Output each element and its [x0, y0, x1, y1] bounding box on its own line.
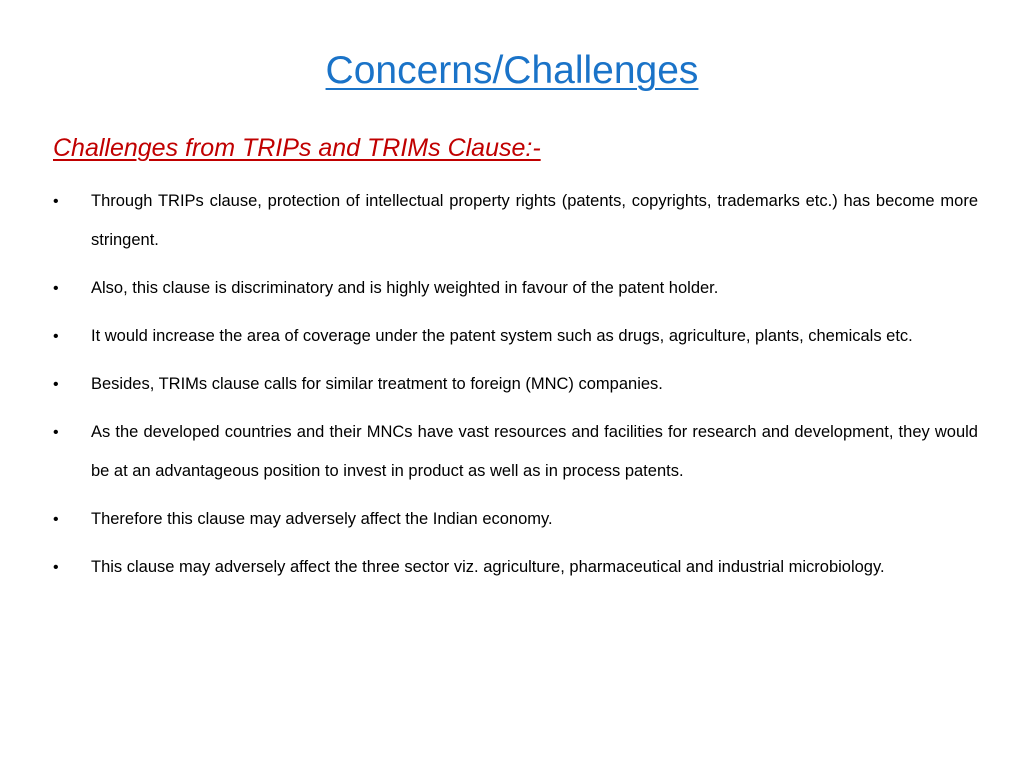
bullet-icon: • — [53, 280, 59, 297]
bullet-item — [53, 269, 978, 308]
bullet-item — [53, 182, 978, 260]
bullet-text: It would increase the area of coverage under the patent system such as drugs, agriculture, plants, chemicals etc. — [91, 327, 913, 345]
bullet-item — [53, 413, 978, 491]
bullet-text: Besides, TRIMs clause calls for similar treatment to foreign (MNC) companies. — [91, 375, 663, 393]
bullet-icon: • — [53, 193, 59, 210]
bullet-item — [53, 500, 978, 539]
bullet-text: Therefore this clause may adversely affect the Indian economy. — [91, 510, 553, 528]
bullet-icon: • — [53, 511, 59, 528]
bullet-icon: • — [53, 559, 59, 576]
bullet-icon: • — [53, 328, 59, 345]
bullet-item — [53, 317, 978, 356]
section-heading: Challenges from TRIPs and TRIMs Clause:- — [53, 134, 541, 162]
slide-title: Concerns/Challenges — [325, 49, 699, 92]
bullet-icon: • — [53, 424, 59, 441]
bullet-list — [53, 182, 978, 596]
bullet-item — [53, 365, 978, 404]
bullet-text: This clause may adversely affect the three sector viz. agriculture, pharmaceutical and industrial microbiology. — [91, 558, 885, 576]
bullet-item — [53, 548, 978, 587]
bullet-text: Through TRIPs clause, protection of intellectual property rights (patents, copyrights, trademarks etc.) has become more stringent. — [91, 192, 978, 249]
bullet-text: As the developed countries and their MNCs have vast resources and facilities for research and development, they would be at an advantageous position to invest in product as well as in process patents. — [91, 423, 978, 480]
bullet-icon: • — [53, 376, 59, 393]
bullet-text: Also, this clause is discriminatory and is highly weighted in favour of the patent holder. — [91, 279, 719, 297]
